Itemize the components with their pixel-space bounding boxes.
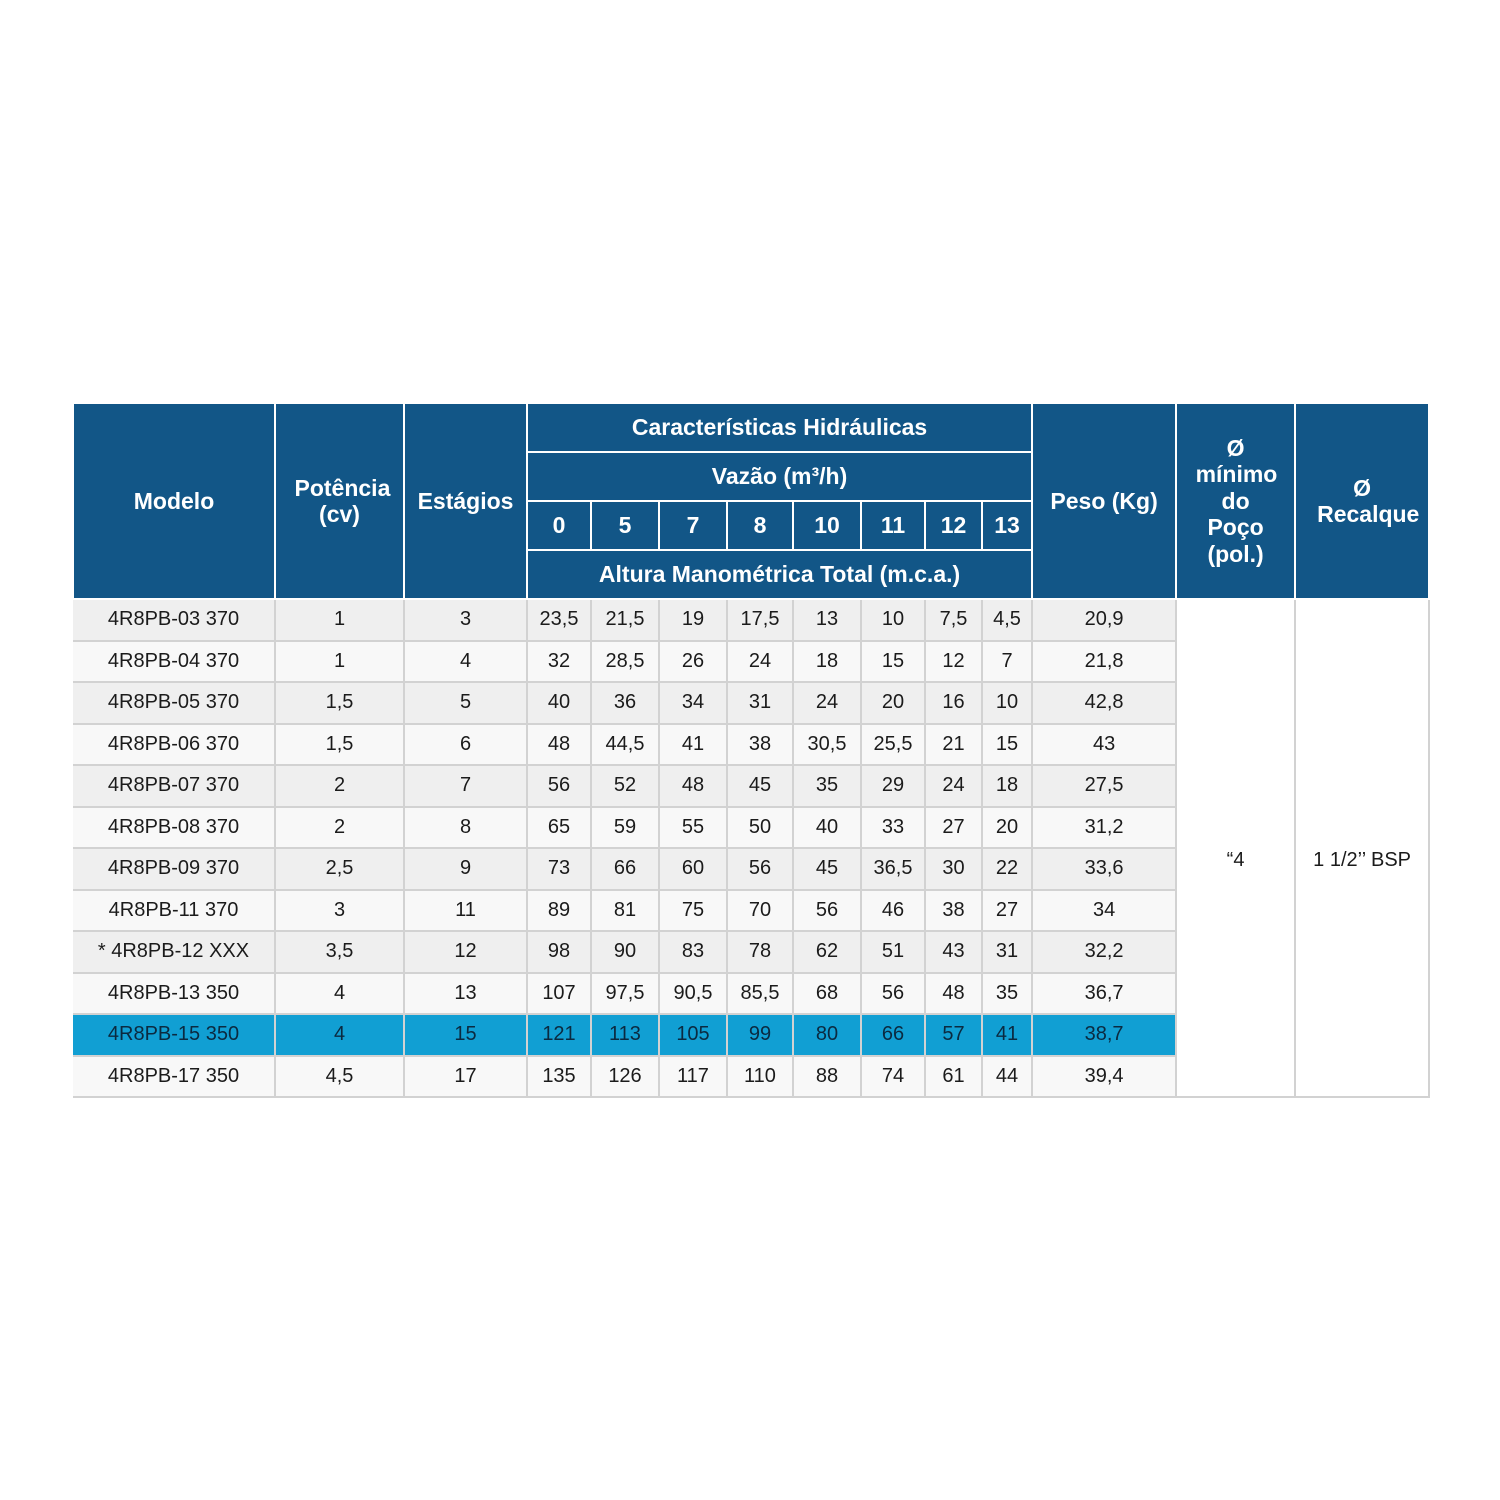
cell-peso: 31,2 (1032, 807, 1176, 849)
cell-modelo: 4R8PB-17 350 (73, 1056, 275, 1098)
cell-potencia: 2 (275, 807, 404, 849)
cell-head: 12 (925, 641, 982, 683)
cell-head: 10 (861, 599, 925, 641)
cell-head: 19 (659, 599, 727, 641)
cell-head: 25,5 (861, 724, 925, 766)
table-body (73, 599, 1429, 1097)
recalque-value: 1 1/2’’ BSP (1313, 848, 1411, 871)
cell-head: 17,5 (727, 599, 793, 641)
cell-estagios: 7 (404, 765, 527, 807)
header-modelo: Modelo (73, 403, 275, 599)
cell-modelo: 4R8PB-11 370 (73, 890, 275, 932)
cell-head: 32 (527, 641, 591, 683)
cell-head: 44 (982, 1056, 1032, 1098)
cell-head: 85,5 (727, 973, 793, 1015)
cell-head: 18 (982, 765, 1032, 807)
cell-head: 24 (925, 765, 982, 807)
cell-potencia: 3,5 (275, 931, 404, 973)
cell-potencia: 1 (275, 599, 404, 641)
cell-head: 75 (659, 890, 727, 932)
cell-head: 61 (925, 1056, 982, 1098)
cell-modelo: 4R8PB-09 370 (73, 848, 275, 890)
cell-head: 26 (659, 641, 727, 683)
cell-head: 22 (982, 848, 1032, 890)
cell-head: 105 (659, 1014, 727, 1056)
cell-peso: 36,7 (1032, 973, 1176, 1015)
cell-potencia: 2,5 (275, 848, 404, 890)
cell-head: 62 (793, 931, 861, 973)
cell-head: 31 (727, 682, 793, 724)
cell-head: 45 (727, 765, 793, 807)
header-potencia-label: Potência (cv) (294, 474, 391, 527)
spec-table-wrapper (72, 402, 1428, 1098)
cell-head: 89 (527, 890, 591, 932)
cell-head: 56 (793, 890, 861, 932)
header-flow: 13 (982, 501, 1032, 550)
cell-head: 33 (861, 807, 925, 849)
cell-potencia: 1,5 (275, 724, 404, 766)
cell-head: 38 (727, 724, 793, 766)
cell-head: 57 (925, 1014, 982, 1056)
cell-head: 50 (727, 807, 793, 849)
cell-head: 48 (527, 724, 591, 766)
cell-head: 55 (659, 807, 727, 849)
cell-head: 99 (727, 1014, 793, 1056)
table-row (73, 599, 1429, 641)
cell-head: 88 (793, 1056, 861, 1098)
cell-head: 83 (659, 931, 727, 973)
cell-head: 68 (793, 973, 861, 1015)
header-caracteristicas: Características Hidráulicas (527, 403, 1032, 452)
cell-head: 56 (527, 765, 591, 807)
cell-head: 52 (591, 765, 659, 807)
cell-head: 98 (527, 931, 591, 973)
cell-head: 66 (861, 1014, 925, 1056)
cell-modelo: * 4R8PB-12 XXX (73, 931, 275, 973)
cell-peso: 39,4 (1032, 1056, 1176, 1098)
cell-estagios: 17 (404, 1056, 527, 1098)
cell-modelo: 4R8PB-13 350 (73, 973, 275, 1015)
cell-potencia: 1,5 (275, 682, 404, 724)
header-flow: 12 (925, 501, 982, 550)
cell-head: 21,5 (591, 599, 659, 641)
cell-head: 74 (861, 1056, 925, 1098)
cell-estagios: 13 (404, 973, 527, 1015)
cell-head: 90,5 (659, 973, 727, 1015)
pump-spec-table (72, 402, 1430, 1098)
cell-head: 16 (925, 682, 982, 724)
cell-estagios: 12 (404, 931, 527, 973)
cell-estagios: 9 (404, 848, 527, 890)
cell-head: 40 (527, 682, 591, 724)
cell-head: 23,5 (527, 599, 591, 641)
header-peso: Peso (Kg) (1032, 403, 1176, 599)
cell-modelo: 4R8PB-15 350 (73, 1014, 275, 1056)
header-vazao: Vazão (m³/h) (527, 452, 1032, 501)
table-header (73, 403, 1429, 599)
cell-head: 24 (793, 682, 861, 724)
cell-peso: 21,8 (1032, 641, 1176, 683)
cell-head: 30 (925, 848, 982, 890)
cell-head: 44,5 (591, 724, 659, 766)
cell-head: 20 (982, 807, 1032, 849)
cell-head: 34 (659, 682, 727, 724)
cell-head: 121 (527, 1014, 591, 1056)
header-flow: 5 (591, 501, 659, 550)
cell-peso: 43 (1032, 724, 1176, 766)
cell-estagios: 3 (404, 599, 527, 641)
cell-head: 18 (793, 641, 861, 683)
cell-head: 7 (982, 641, 1032, 683)
cell-head: 80 (793, 1014, 861, 1056)
cell-head: 27 (925, 807, 982, 849)
cell-head: 21 (925, 724, 982, 766)
header-potencia (275, 403, 404, 599)
cell-head: 48 (925, 973, 982, 1015)
header-flow: 0 (527, 501, 591, 550)
cell-head: 31 (982, 931, 1032, 973)
cell-recalque-merged (1295, 599, 1429, 1097)
header-recalque-label: Ø Recalque (1317, 474, 1420, 527)
cell-peso: 20,9 (1032, 599, 1176, 641)
cell-head: 36 (591, 682, 659, 724)
cell-head: 43 (925, 931, 982, 973)
header-flow: 8 (727, 501, 793, 550)
cell-head: 113 (591, 1014, 659, 1056)
cell-peso: 34 (1032, 890, 1176, 932)
cell-head: 13 (793, 599, 861, 641)
cell-head: 51 (861, 931, 925, 973)
cell-head: 135 (527, 1056, 591, 1098)
header-flow: 11 (861, 501, 925, 550)
cell-head: 35 (982, 973, 1032, 1015)
header-recalque (1295, 403, 1429, 599)
cell-head: 117 (659, 1056, 727, 1098)
cell-head: 40 (793, 807, 861, 849)
cell-estagios: 5 (404, 682, 527, 724)
cell-estagios: 11 (404, 890, 527, 932)
cell-head: 45 (793, 848, 861, 890)
cell-potencia: 2 (275, 765, 404, 807)
cell-peso: 33,6 (1032, 848, 1176, 890)
cell-head: 59 (591, 807, 659, 849)
cell-head: 15 (982, 724, 1032, 766)
cell-head: 66 (591, 848, 659, 890)
cell-modelo: 4R8PB-08 370 (73, 807, 275, 849)
cell-potencia: 4 (275, 1014, 404, 1056)
cell-estagios: 8 (404, 807, 527, 849)
cell-modelo: 4R8PB-03 370 (73, 599, 275, 641)
cell-potencia: 4,5 (275, 1056, 404, 1098)
cell-head: 65 (527, 807, 591, 849)
cell-head: 20 (861, 682, 925, 724)
cell-head: 30,5 (793, 724, 861, 766)
cell-head: 24 (727, 641, 793, 683)
header-poco-label: Ø mínimo do Poço (pol.) (1195, 434, 1278, 567)
poco-value: “4 (1226, 848, 1245, 871)
cell-head: 35 (793, 765, 861, 807)
cell-head: 7,5 (925, 599, 982, 641)
cell-potencia: 4 (275, 973, 404, 1015)
cell-peso: 42,8 (1032, 682, 1176, 724)
cell-head: 15 (861, 641, 925, 683)
cell-poco-merged (1176, 599, 1295, 1097)
header-flow: 10 (793, 501, 861, 550)
cell-modelo: 4R8PB-07 370 (73, 765, 275, 807)
cell-head: 48 (659, 765, 727, 807)
header-altura: Altura Manométrica Total (m.c.a.) (527, 550, 1032, 599)
cell-head: 78 (727, 931, 793, 973)
cell-head: 56 (861, 973, 925, 1015)
cell-head: 41 (659, 724, 727, 766)
cell-head: 46 (861, 890, 925, 932)
header-flow: 7 (659, 501, 727, 550)
cell-head: 56 (727, 848, 793, 890)
cell-modelo: 4R8PB-05 370 (73, 682, 275, 724)
header-poco (1176, 403, 1295, 599)
cell-head: 36,5 (861, 848, 925, 890)
cell-potencia: 3 (275, 890, 404, 932)
cell-head: 110 (727, 1056, 793, 1098)
cell-peso: 32,2 (1032, 931, 1176, 973)
cell-head: 60 (659, 848, 727, 890)
cell-head: 41 (982, 1014, 1032, 1056)
cell-head: 90 (591, 931, 659, 973)
cell-head: 38 (925, 890, 982, 932)
cell-modelo: 4R8PB-04 370 (73, 641, 275, 683)
header-estagios: Estágios (404, 403, 527, 599)
cell-head: 28,5 (591, 641, 659, 683)
cell-peso: 27,5 (1032, 765, 1176, 807)
cell-head: 97,5 (591, 973, 659, 1015)
cell-head: 10 (982, 682, 1032, 724)
cell-head: 29 (861, 765, 925, 807)
cell-modelo: 4R8PB-06 370 (73, 724, 275, 766)
cell-head: 27 (982, 890, 1032, 932)
cell-estagios: 4 (404, 641, 527, 683)
cell-head: 4,5 (982, 599, 1032, 641)
cell-peso: 38,7 (1032, 1014, 1176, 1056)
cell-estagios: 6 (404, 724, 527, 766)
cell-potencia: 1 (275, 641, 404, 683)
cell-head: 126 (591, 1056, 659, 1098)
cell-head: 73 (527, 848, 591, 890)
cell-estagios: 15 (404, 1014, 527, 1056)
cell-head: 70 (727, 890, 793, 932)
cell-head: 81 (591, 890, 659, 932)
cell-head: 107 (527, 973, 591, 1015)
